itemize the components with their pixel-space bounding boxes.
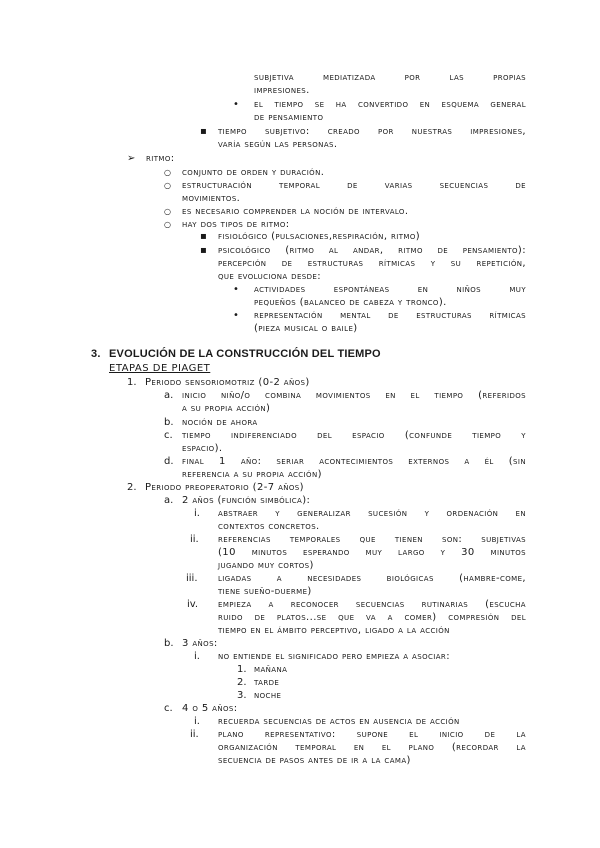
section-subtitle: ETAPAS DE PIAGET	[109, 363, 211, 374]
text-line: pequeños (balanceo de cabeza y tronco).	[254, 297, 447, 308]
text-line: referencias temporales que tienen son: subjetivas	[218, 534, 526, 545]
list-letter: c.	[164, 703, 173, 714]
text-line: mañana	[254, 664, 288, 675]
text-line: final 1 año: seriar acontecimientos externos a él (sin	[182, 456, 526, 467]
text-line: ligadas a necesidades biológicas (hambre-come,	[218, 573, 526, 584]
text-line: es necesario comprender la noción de intervalo.	[182, 206, 409, 217]
bullet-circle-icon	[164, 166, 171, 179]
list-letter: c.	[164, 430, 173, 441]
text-line: estructuración temporal de varias secuencias de	[182, 180, 526, 191]
text-line: tiempo en el ámbito perceptivo, ligado a la acción	[218, 625, 450, 636]
text-line: empieza a reconocer secuencias rutinarias (escucha	[218, 599, 526, 610]
text-line: percepción de estructuras rítmicas y su repetición,	[218, 258, 526, 269]
text-line: tiempo subjetivo: creado por nuestras impresiones,	[218, 126, 526, 137]
text-line: 3 años:	[182, 638, 218, 649]
text-line: secuencia de pasos antes de ir a la cama)	[218, 755, 411, 766]
text-line: contextos concretos.	[218, 521, 320, 532]
text-line: 4 o 5 años:	[182, 703, 238, 714]
text-line: tiempo indiferenciado del espacio (confunde tiempo y	[182, 430, 526, 441]
list-number: 1.	[127, 377, 137, 388]
text-line: (10 minutos esperando muy largo y 30 minutos	[218, 547, 526, 558]
text-line: subjetiva mediatizada por las propias	[254, 72, 526, 83]
list-letter: b.	[164, 638, 174, 649]
text-line: a su propia acción)	[182, 403, 271, 414]
list-roman: ii.	[190, 729, 199, 740]
text-line: tarde	[254, 677, 280, 688]
section-number: 3.	[91, 348, 101, 360]
bullet-circle-icon	[164, 205, 171, 218]
text-line: que evoluciona desde:	[218, 271, 322, 282]
bullet-dot-icon	[233, 309, 239, 322]
bullet-square-icon	[200, 125, 207, 138]
text-line: varía según las personas.	[218, 139, 338, 150]
list-number: 3.	[237, 690, 247, 701]
text-line: (pieza musical o baile)	[254, 323, 358, 334]
text-line: actividades espontáneas en niños muy	[254, 284, 526, 295]
text-line: movimientos.	[182, 193, 241, 204]
list-roman: i.	[194, 651, 200, 662]
text-line: fisiológico (pulsaciones,respiración, ritmo)	[218, 231, 421, 242]
list-letter: d.	[164, 456, 174, 467]
arrow-bullet-icon	[127, 152, 135, 165]
text-line: abstraer y generalizar sucesión y ordenación en	[218, 508, 526, 519]
text-line: psicológico (ritmo al andar, ritmo de pensamiento):	[218, 245, 526, 256]
text-line: jugando muy cortos)	[218, 560, 314, 571]
list-letter: a.	[164, 390, 174, 401]
text-line: referencia a su propia acción)	[182, 469, 322, 480]
list-roman: i.	[194, 508, 200, 519]
text-line: noción de ahora	[182, 417, 258, 428]
text-line: hay dos tipos de ritmo:	[182, 219, 290, 230]
text-line: inicio niño/o combina movimientos en el tiempo (referidos	[182, 390, 526, 401]
period-title: Periodo preoperatorio (2-7 años)	[145, 482, 304, 493]
section-title: EVOLUCIÓN DE LA CONSTRUCCIÓN DEL TIEMPO	[109, 348, 381, 360]
text-line: espacio).	[182, 443, 223, 454]
list-number: 1.	[237, 664, 247, 675]
text-line: plano representativo: supone el inicio de la	[218, 729, 526, 740]
text-line: impresiones.	[254, 85, 310, 96]
list-letter: b.	[164, 417, 174, 428]
list-roman: iii.	[186, 573, 198, 584]
bullet-circle-icon	[164, 218, 171, 231]
text-line: recuerda secuencias de actos en ausencia de acción	[218, 716, 460, 727]
period-title: Periodo sensoriomotriz (0-2 años)	[145, 377, 310, 388]
list-roman: i.	[194, 716, 200, 727]
bullet-square-icon	[200, 244, 207, 257]
text-line: no entiende el significado pero empieza a asociar:	[218, 651, 450, 662]
text-line: representación mental de estructuras rítmicas	[254, 310, 526, 321]
text-line: tiene sueño-duerme)	[218, 586, 312, 597]
text-line: organización temporal en el plano (recordar la	[218, 742, 526, 753]
text-line: conjunto de orden y duración.	[182, 167, 325, 178]
bullet-dot-icon	[233, 98, 239, 111]
bullet-square-icon	[200, 230, 207, 243]
ritmo-label: ritmo:	[146, 153, 175, 164]
list-letter: a.	[164, 495, 174, 506]
bullet-dot-icon	[233, 283, 239, 296]
text-line: el tiempo se ha convertido en esquema general	[254, 99, 526, 110]
text-line: ruido de platos...se que va a comer) compresión del	[218, 612, 526, 623]
list-number: 2.	[127, 482, 137, 493]
list-number: 2.	[237, 677, 247, 688]
text-line: de pensamiento	[254, 112, 324, 123]
text-line: 2 años (función simbólica):	[182, 495, 311, 506]
bullet-circle-icon	[164, 179, 171, 192]
list-roman: ii.	[190, 534, 199, 545]
text-line: noche	[254, 690, 282, 701]
list-roman: iv.	[187, 599, 199, 610]
